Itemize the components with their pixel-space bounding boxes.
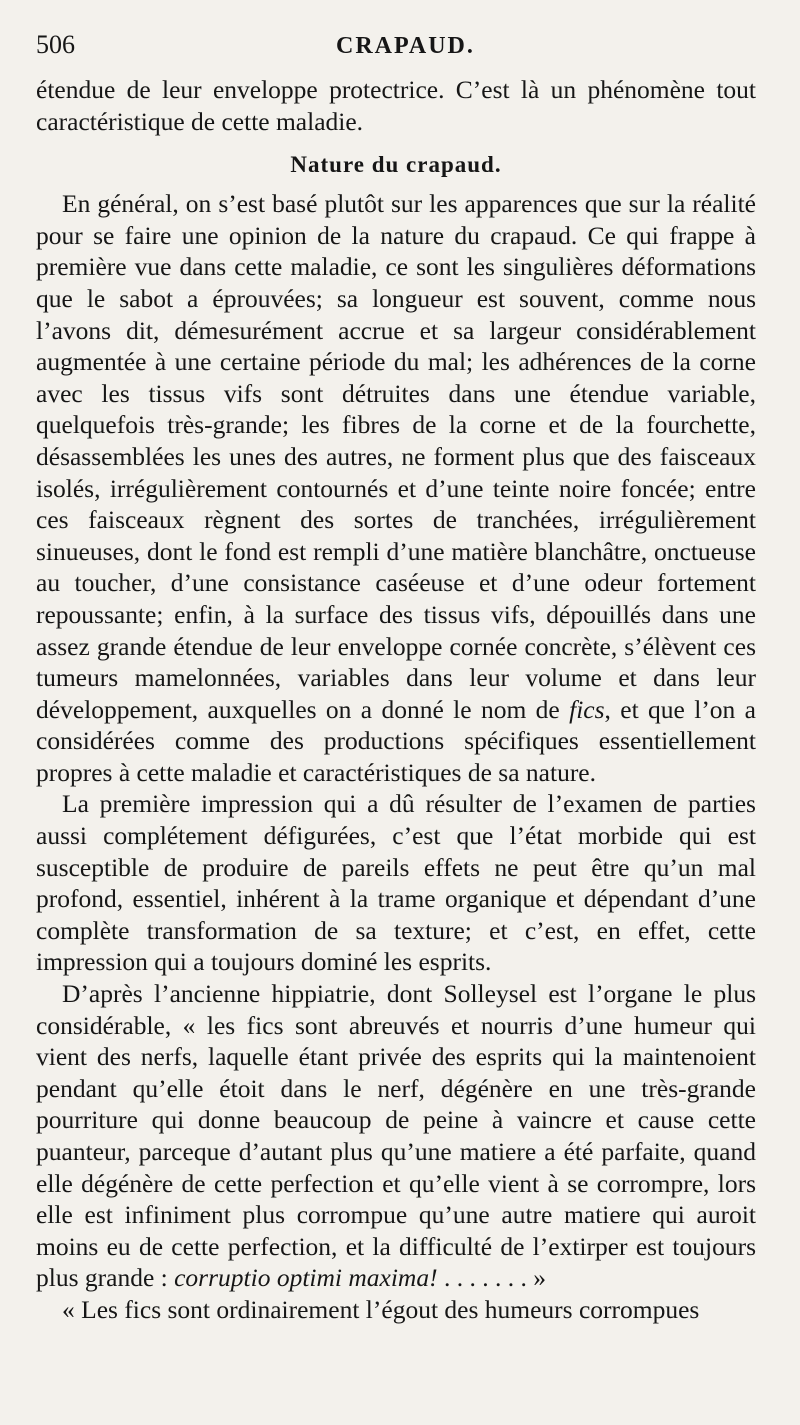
italic-term: fics: [569, 694, 605, 724]
paragraph: La première impression qui a dû résulter de l’examen de parties aussi complétement défigurées, c’est que l’état morbide qui est susceptible de produire de pareils effets ne peut être qu’un mal profond, essentiel, inhérent à la trame organique et dépendant d’une complète transformation de sa texture; et c’est, en effet, cette impression qui a toujours dominé les esprits.: [36, 789, 756, 977]
running-title: CRAPAUD.: [336, 33, 475, 59]
paragraph-text: , et que l’on a considérées comme des productions spécifiques essentiellement propres à cette maladie et caractéristiques de sa nature.: [36, 694, 756, 787]
paragraph-continuation: étendue de leur enveloppe protectrice. C’est là un phénomène tout caractéristique de cette maladie.: [36, 75, 756, 136]
paragraph: « Les fics sont ordinairement l’égout des humeurs corrompues: [62, 1294, 700, 1324]
page-header: [36, 30, 756, 74]
page-number: 506: [36, 30, 75, 59]
section-heading: Nature du crapaud.: [290, 152, 502, 178]
paragraph-text: D’après l’ancienne hippiatrie, dont Solleysel est l’organe le plus considérable, « les fics sont abreuvés et nourris d’une humeur qui vient des nerfs, laquelle étant privée des esprits qui la maintenoient pendant qu’elle étoit dans le nerf, dégénère en une très-grande pourriture qui donne beaucoup de peine à vaincre et cause cette puanteur, parceque d’autant plus qu’une matiere a été parfaite, quand elle dégénère de cette perfection et qu’elle vient à se corrompre, lors elle est infiniment plus corrompue qu’une autre matiere qui auroit moins eu de cette perfection, et la difficulté de l’extirper est toujours plus grande :: [36, 979, 756, 1293]
latin-quote: corruptio optimi maxima!: [174, 1263, 438, 1293]
paragraph-text: . . . . . . . »: [437, 1263, 546, 1293]
paragraph-text: En général, on s’est basé plutôt sur les apparences que sur la réalité pour se faire une opinion de la nature du crapaud. Ce qui frappe à première vue dans cette maladie, ce sont les singulières déformations que le sabot a éprouvées; sa longueur est souvent, comme nous l’avons dit, démesurément accrue et sa largeur considérablement augmentée à une certaine période du mal; les adhérences de la corne avec les tissus vifs sont détruites dans une étendue variable, quelquefois très-grande; les fibres de la corne et de la fourchette, désassemblées les unes des autres, ne forment plus que des faisceaux isolés, irrégulièrement contournés et d’une teinte noire foncée; entre ces faisceaux règnent des sortes de tranchées, irrégulièrement sinueuses, dont le fond est rempli d’une matière blanchâtre, onctueuse au toucher, d’une consistance caséeuse et d’une odeur fortement repoussante; enfin, à la surface des tissus vifs, dépouillés dans une assez grande étendue de leur enveloppe cornée concrète, s’élèvent ces tumeurs mamelonnées, variables dans leur volume et dans leur développement, auxquelles on a donné le nom de: [36, 189, 756, 724]
body-text: [36, 74, 756, 1326]
paragraph: [36, 188, 756, 788]
paragraph: [36, 978, 756, 1294]
